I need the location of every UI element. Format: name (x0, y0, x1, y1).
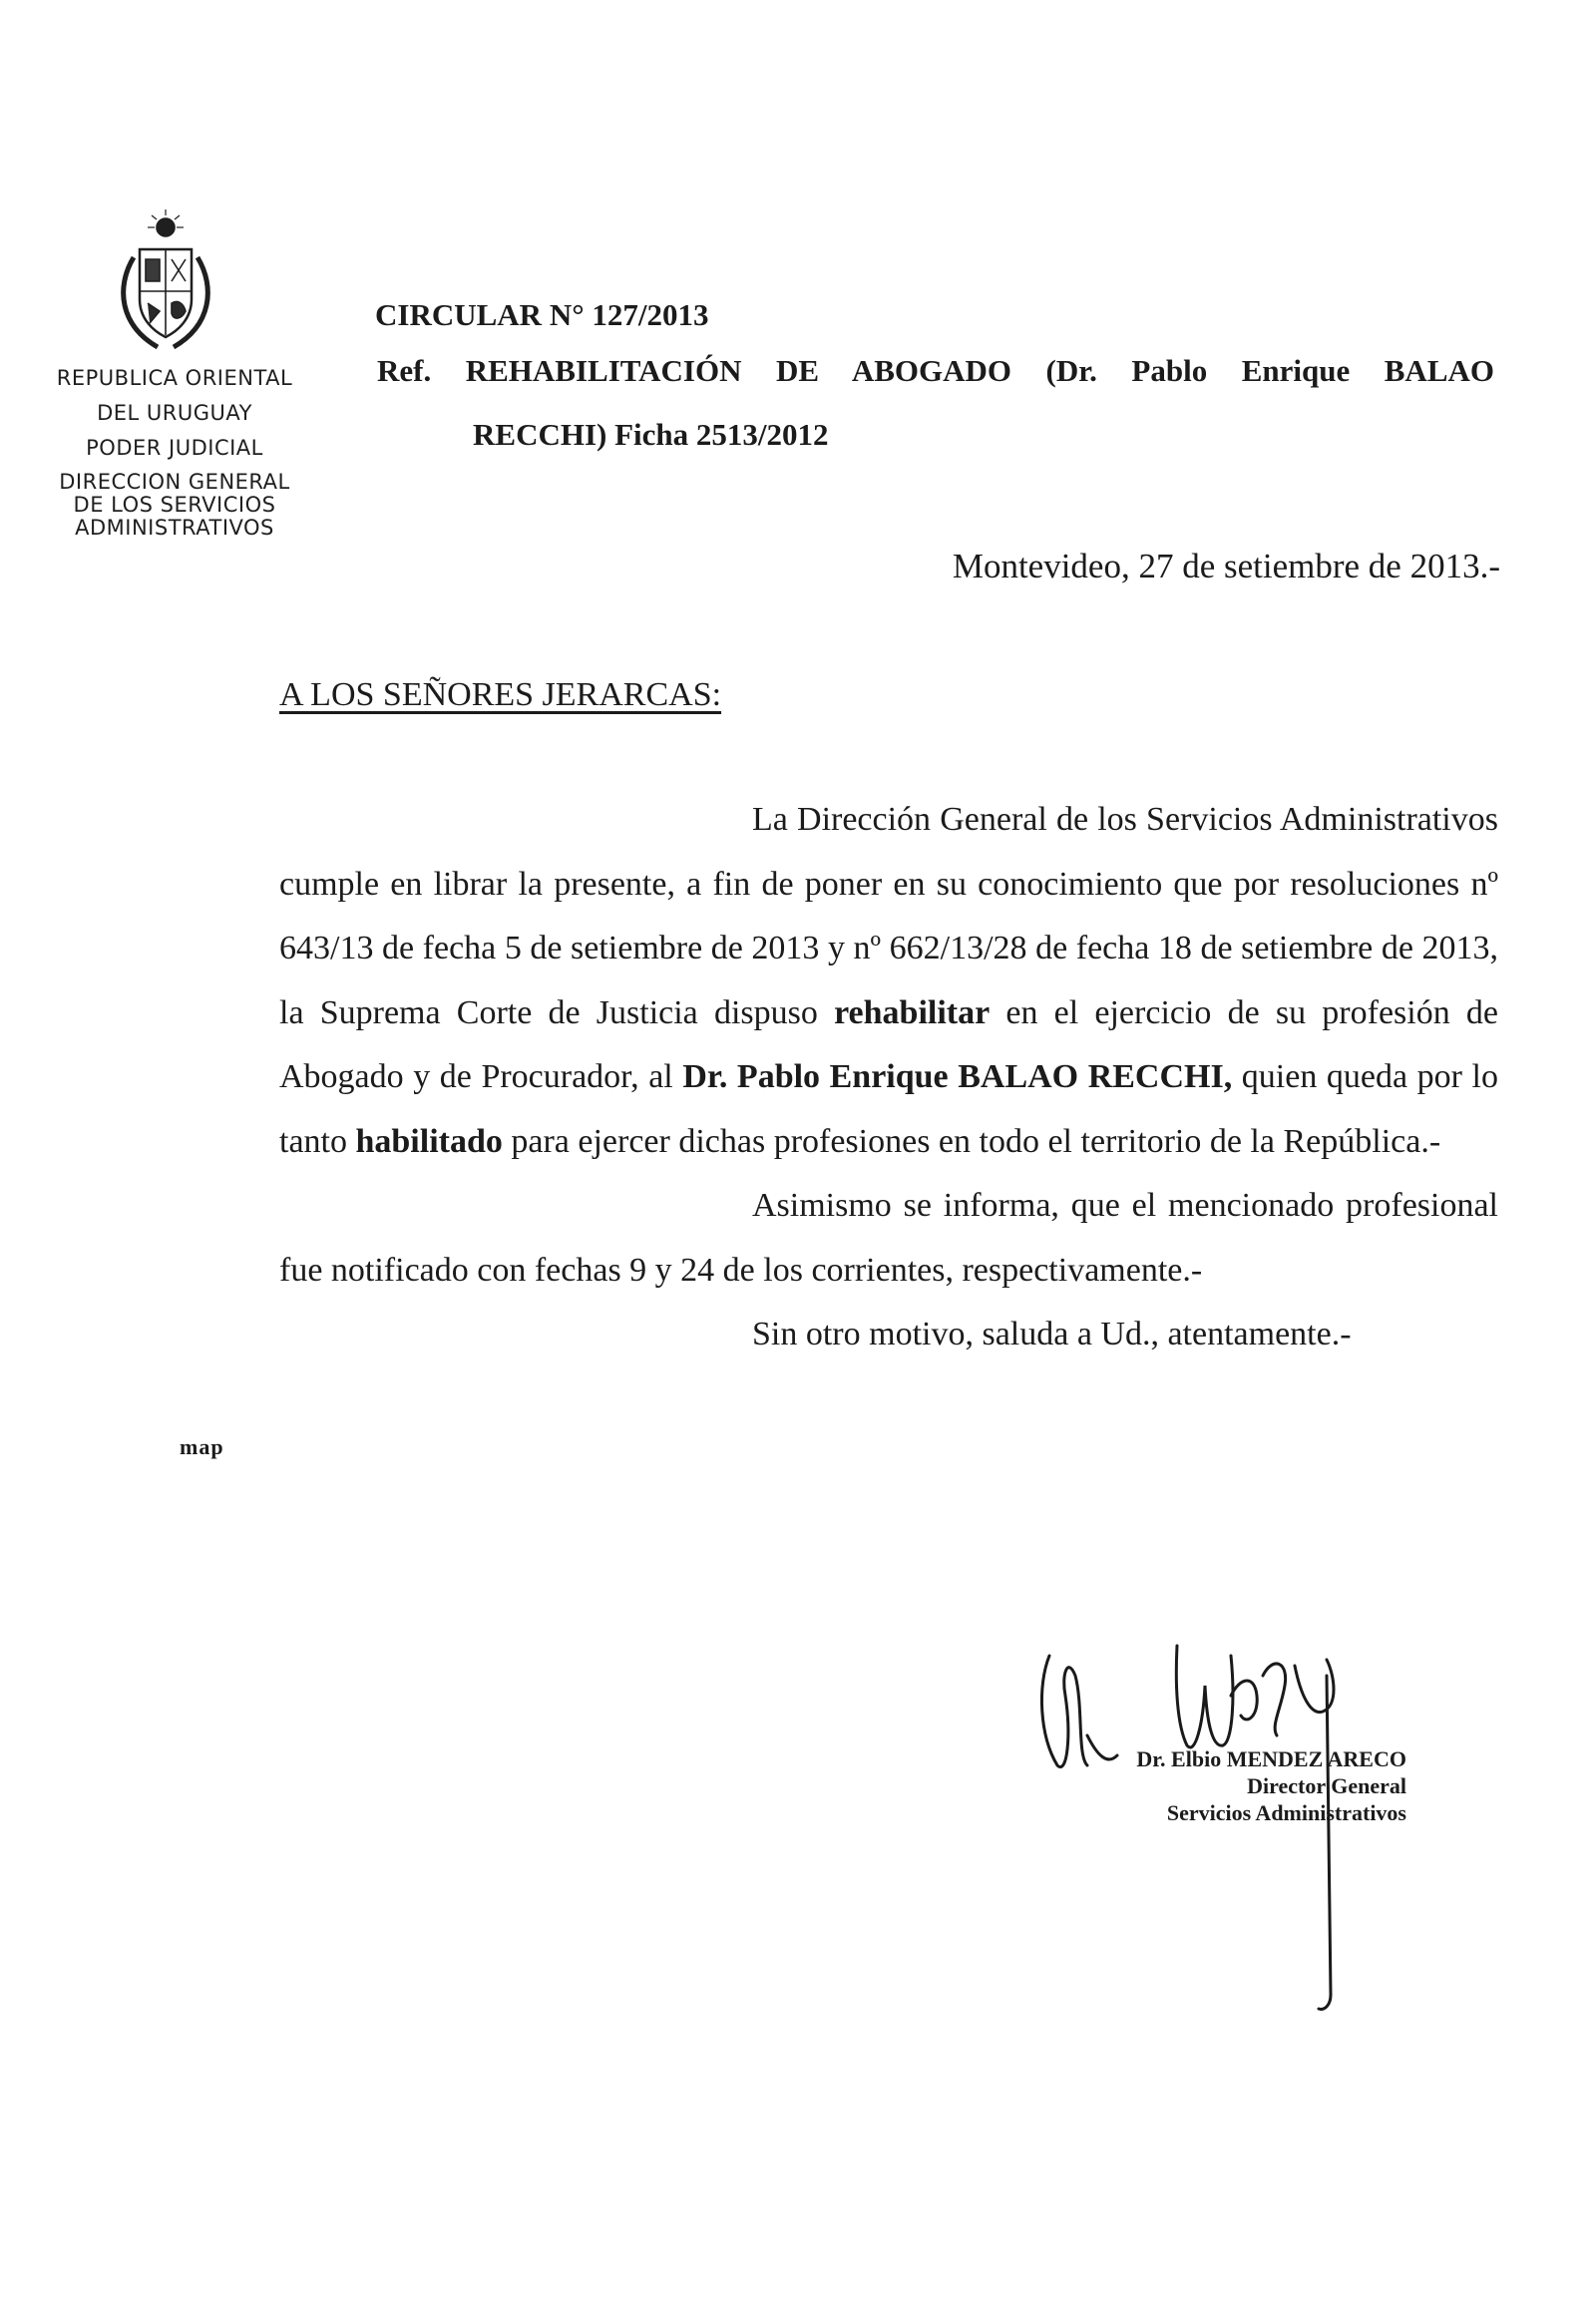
body-text: La Dirección General de los Servicios Administrativos cumple en librar la presente, a fin de poner en su conocimiento que por resoluciones nº 643/13 de fecha 5 de setiembre de 2013 y nº 662/13/28 de fecha 18 de setiembre de 2013, la Suprema Corte de Justicia dispuso (279, 801, 1498, 1031)
signer-name: Dr. Elbio MENDEZ ARECO (1136, 1746, 1406, 1771)
circular-number: CIRCULAR N° 127/2013 (375, 297, 709, 332)
salutation: A LOS SEÑORES JERARCAS: (279, 676, 722, 713)
dept-line-1: DIRECCION GENERAL (59, 470, 290, 494)
dept-line-3: ADMINISTRATIVOS (75, 516, 274, 540)
closing-line: Sin otro motivo, saluda a Ud., atentamente.- (752, 1316, 1352, 1352)
body-bold-habilitado: habilitado (355, 1122, 503, 1160)
signer-title: Director General (1247, 1773, 1406, 1798)
typist-initials: map (180, 1434, 224, 1459)
document-date: Montevideo, 27 de setiembre de 2013.- (952, 547, 1500, 585)
letterhead-org (40, 361, 309, 466)
org-line-2: DEL URUGUAY (97, 401, 252, 425)
body-text: en el ejercicio de su profesión de Abogado y de Procurador, al (279, 993, 1499, 1095)
body-paragraph-2: Asimismo se informa, que el mencionado profesional fue notificado con fechas 9 y 24 de los corrientes, respectivamente.- (279, 1187, 1498, 1289)
org-line-1: REPUBLICA ORIENTAL (56, 366, 293, 390)
body-text: quien queda por lo tanto (279, 1058, 1498, 1160)
reference-line-1: Ref. REHABILITACIÓN DE ABOGADO (Dr. Pablo Enrique BALAO (377, 353, 1494, 388)
org-line-3: PODER JUDICIAL (86, 436, 263, 460)
uruguay-coat-of-arms-icon (112, 207, 219, 357)
signature-block (1077, 1745, 1406, 1826)
letter-body (279, 788, 1498, 1367)
body-bold-name: Dr. Pablo Enrique BALAO RECCHI, (682, 1058, 1233, 1095)
body-text: para ejercer dichas profesiones en todo el territorio de la República.- (502, 1122, 1441, 1160)
body-paragraph-1 (279, 788, 1498, 1174)
dept-line-2: DE LOS SERVICIOS (73, 493, 276, 517)
signer-department: Servicios Administrativos (1166, 1800, 1406, 1825)
body-bold-rehabilitar: rehabilitar (834, 993, 991, 1031)
letterhead-dept (40, 471, 309, 540)
reference-line-2: RECCHI) Ficha 2513/2012 (473, 417, 829, 452)
